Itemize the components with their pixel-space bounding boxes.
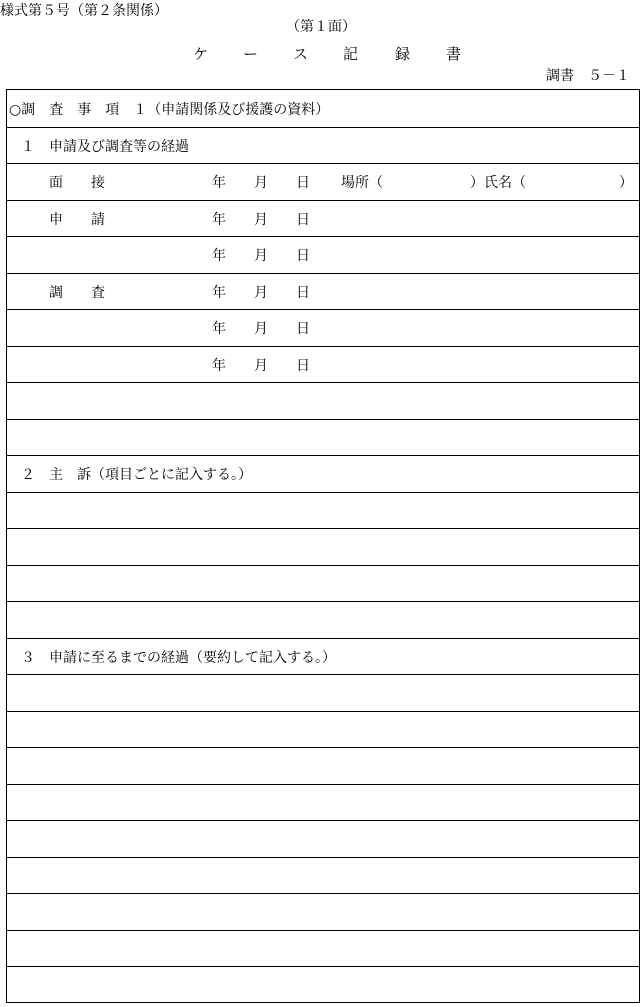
history-line[interactable] bbox=[7, 893, 639, 931]
history-line[interactable] bbox=[7, 711, 639, 749]
title-char: 録 bbox=[395, 45, 411, 63]
section-3-title: ３ 申請に至るまでの経過（要約して記入する。） bbox=[21, 649, 336, 666]
application-row[interactable] bbox=[7, 200, 639, 238]
section-heading: ○調 査 事 項 １（申請関係及び援護の資料） bbox=[9, 102, 330, 118]
row-label: 面 接 bbox=[49, 175, 105, 191]
title-char: 記 bbox=[343, 45, 359, 63]
application-row-2[interactable] bbox=[7, 236, 639, 274]
chief-complaint-line[interactable] bbox=[7, 528, 639, 566]
history-line[interactable] bbox=[7, 747, 639, 785]
chief-complaint-line[interactable] bbox=[7, 492, 639, 530]
investigation-row-3[interactable] bbox=[7, 346, 639, 384]
name-label: ）氏名（ bbox=[470, 175, 526, 191]
date-field: 年 月 日 bbox=[212, 175, 310, 191]
history-line[interactable] bbox=[7, 966, 639, 1001]
investigation-row-2[interactable] bbox=[7, 309, 639, 347]
title-char: ス bbox=[293, 45, 309, 63]
chief-complaint-line[interactable] bbox=[7, 565, 639, 603]
sheet-number: （第１面） bbox=[286, 19, 356, 35]
title-char: 書 bbox=[446, 45, 462, 63]
place-label: 場所（ bbox=[341, 175, 383, 191]
date-field: 年 月 日 bbox=[212, 248, 310, 264]
name-close: ） bbox=[619, 175, 633, 191]
section-2-title-row bbox=[7, 455, 639, 493]
title-char: ー bbox=[243, 45, 259, 63]
title-char: ケ bbox=[193, 45, 209, 63]
case-record-form bbox=[6, 89, 640, 1003]
blank-row[interactable] bbox=[7, 419, 639, 457]
row-label: 調 査 bbox=[49, 284, 105, 301]
history-line[interactable] bbox=[7, 820, 639, 858]
history-line[interactable] bbox=[7, 930, 639, 968]
chief-complaint-line[interactable] bbox=[7, 601, 639, 639]
date-field: 年 月 日 bbox=[212, 321, 310, 337]
blank-row[interactable] bbox=[7, 382, 639, 420]
form-note: 様式第５号（第２条関係） bbox=[0, 3, 168, 19]
date-field: 年 月 日 bbox=[212, 357, 310, 374]
date-field: 年 月 日 bbox=[212, 211, 310, 228]
section-1-title-row bbox=[7, 127, 639, 165]
history-line[interactable] bbox=[7, 674, 639, 712]
document-code: 調書 ５－１ bbox=[546, 68, 630, 84]
date-field: 年 月 日 bbox=[212, 284, 310, 301]
investigation-row[interactable] bbox=[7, 273, 639, 311]
interview-row[interactable] bbox=[7, 163, 639, 201]
section-2-title: ２ 主 訴（項目ごとに記入する。） bbox=[21, 467, 252, 483]
section-heading-row bbox=[7, 90, 639, 128]
section-1-title: １ 申請及び調査等の経過 bbox=[21, 138, 189, 155]
section-3-title-row bbox=[7, 638, 639, 676]
row-label: 申 請 bbox=[49, 211, 105, 228]
history-line[interactable] bbox=[7, 857, 639, 895]
history-line[interactable] bbox=[7, 784, 639, 822]
